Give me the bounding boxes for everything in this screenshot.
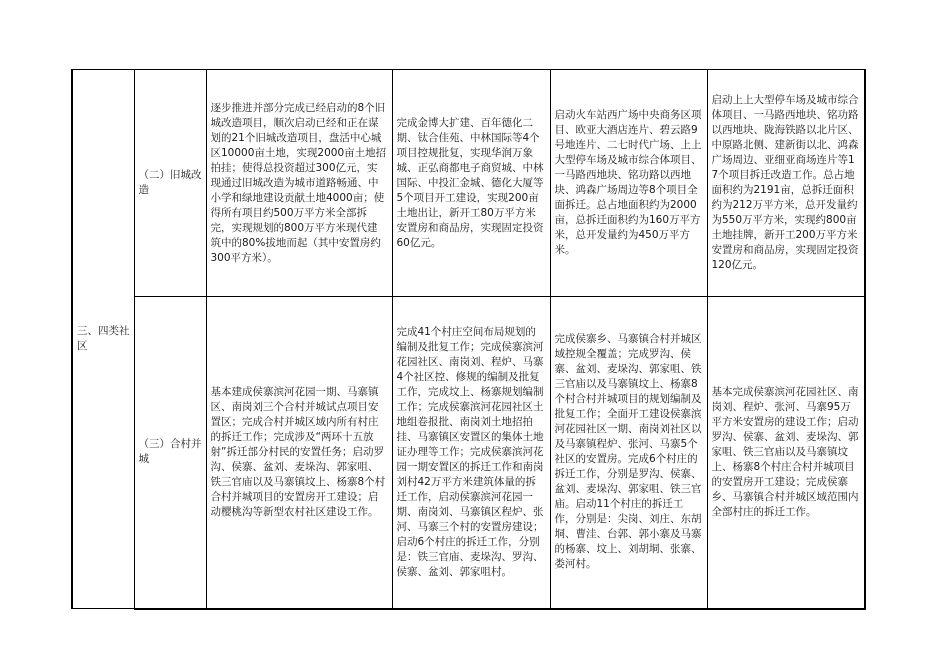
plan-text: 启动上上大型停车场及城市综合体项目、一马路西地块、铭功路以西地块、陇海铁路以北片区、中原路北侧、建新街以北、鸿森广场周边、亚细亚商场连片等17个项目拆迁改造工作。总占地面积约为2191亩，总拆迁面积约为212万平方米，总开发量约为550万平方米，实现约800亩土地挂牌，新开工200万平方米安置房和商品房，实现固定投资120亿元。 bbox=[711, 94, 859, 271]
category-label: 三、四类社区 bbox=[77, 325, 130, 352]
subcategory-label: （二）旧城改造 bbox=[138, 169, 202, 196]
plan-text: 启动火车站西广场中央商务区项目、欧亚大酒店连片、碧云路9号地连片、二七时代广场、上上大型停车场及城市综合体项目、一马路西地块、铭功路以西地块、鸿森广场周边等8个项目全面拆迁。总占地面积约为2000亩，总拆迁面积约为160万平方米，总开发量约为450万平方米。 bbox=[554, 109, 702, 256]
subcategory-label: （三）合村并城 bbox=[138, 438, 202, 466]
subcategory-cell bbox=[134, 297, 206, 609]
plan-cell bbox=[206, 297, 392, 609]
plan-table bbox=[71, 69, 866, 610]
plan-text: 基本完成侯寨滨河花园社区、南岗刘、程炉、张河、马寨95万平方米安置房的建设工作；启动罗沟、侯寨、盆刘、麦垛沟、郭家咀、铁三官庙以及马寨镇坟上、杨寨8个村庄合村并城项目的安置房开工建设；完成侯寨乡、马寨镇合村并城区域范围内全部村庄的拆迁工作。 bbox=[711, 385, 859, 518]
plan-text: 完成金博大扩建、百年德化二期、钛合佳苑、中林国际等4个项目控规批复，实现华润万象城、正弘商都电子商贸城、中林国际、中投汇金城、德化大厦等5个项目开工建设，实现200亩土地出让，新开工80万平方米安置房和商品房，实现固定投资60亿元。 bbox=[396, 116, 544, 249]
plan-cell bbox=[392, 297, 550, 609]
plan-text: 基本建成侯寨滨河花园一期、马寨镇区、南岗刘三个合村并城试点项目安置区；完成合村并城区域内所有村庄的拆迁工作；完成涉及“两环十五放射”拆迁部分村民的安置任务；启动罗沟、侯寨、盆刘、麦垛沟、郭家咀、铁三官庙以及马寨镇坟上、杨寨8个村合村并城项目的安置房开工建设；启动樱桃沟等新型农村社区建设工作。 bbox=[210, 385, 386, 518]
subcategory-cell bbox=[134, 70, 206, 297]
table-row bbox=[72, 297, 865, 609]
plan-cell bbox=[707, 297, 865, 609]
category-cell bbox=[72, 70, 134, 609]
plan-text: 完成41个村庄空间布局规划的编制及批复工作；完成侯寨滨河花园社区、南岗刘、程炉、马寨4个社区控、修规的编制及批复工作，完成坟上、杨寨规划编制工作；完成侯寨滨河花园社区土地组卷报批、南岗刘土地招拍挂、马寨镇区安置区的集体土地证办理等工作；完成侯寨滨河花园一期安置区的拆迁工作和南岗刘村42万平方米建筑体量的拆迁工作，启动侯寨滨河花园一期、南岗刘、马寨镇区程炉、张河、马寨三个村的安置房建设；启动6个村庄的拆迁工作，分别是：铁三官庙、麦垛沟、罗沟、侯寨、盆刘、郭家咀村。 bbox=[396, 325, 544, 578]
plan-cell bbox=[206, 70, 392, 297]
plan-cell bbox=[550, 70, 707, 297]
plan-text: 逐步推进并部分完成已经启动的8个旧城改造项目，顺次启动已经和正在谋划的21个旧城改造项目，盘活中心城区10000亩土地，实现2000亩土地招拍挂；使得总投资超过300亿元，实现通过旧城改造为城市道路畅通、中小学和绿地建设贡献土地4000亩；使得所有项目约500万平方米全部拆完，实现规划的800万平方米现代建筑中的80%拔地而起（其中安置房约300平方米）。 bbox=[210, 101, 387, 264]
plan-text: 完成侯寨乡、马寨镇合村并城区域控规全覆盖；完成罗沟、侯寨、盆刘、麦垛沟、郭家咀、铁三官庙以及马寨镇坟上、杨寨8个村合村并城项目的规划编制及批复工作；全面开工建设侯寨滨河花园社区一期、南岗刘社区以及马寨镇程炉、张河、马寨5个社区的安置房。完成6个村庄的拆迁工作，分别是罗沟、侯寨、盆刘、麦垛沟、郭家咀、铁三官庙。启动11个村庄的拆迁工作，分别是：尖岗、刘庄、东胡垌、曹洼、台郭、郭小寨及马寨的杨寨、坟上、刘胡垌、张寨、娄河村。 bbox=[554, 333, 702, 571]
plan-cell bbox=[707, 70, 865, 297]
table-row bbox=[72, 70, 865, 297]
plan-cell bbox=[392, 70, 550, 297]
plan-cell bbox=[550, 297, 707, 609]
